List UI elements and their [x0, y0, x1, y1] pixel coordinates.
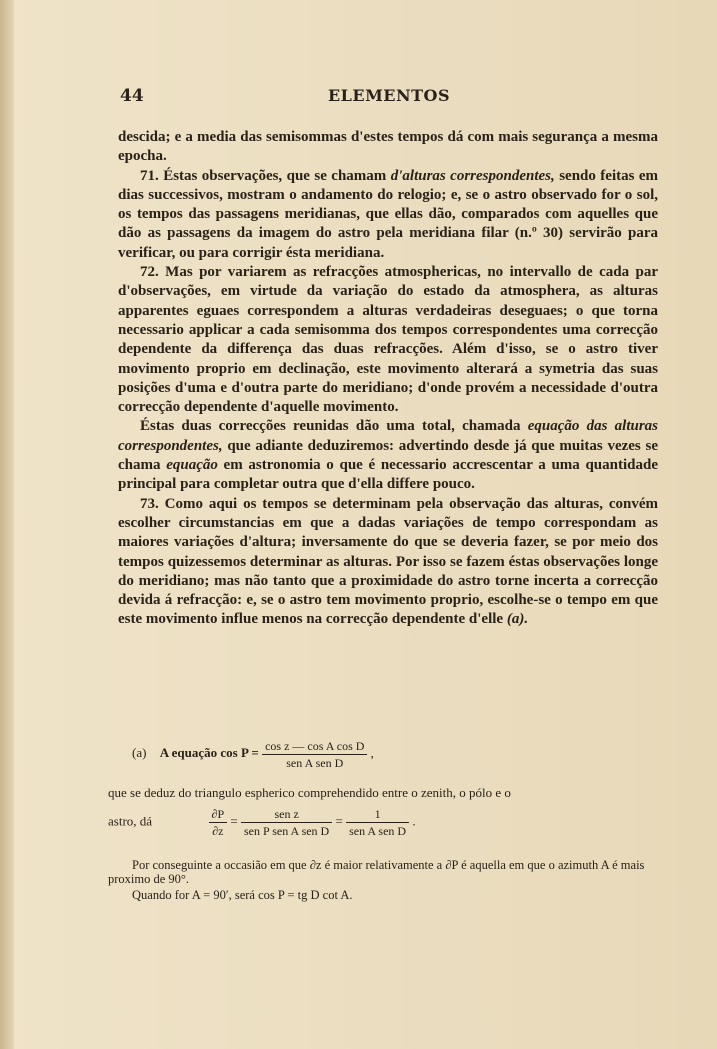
fraction — [241, 806, 332, 839]
paragraph-73 — [118, 495, 658, 630]
italic-term: equação das alturas correspondentes, — [118, 418, 659, 454]
paragraph-text: Mas por variarem as refracções atmosphericas, no intervallo de cada par d'observações, em virtude da variação do estado da atmosphera, as alturas apparentes eguaes correspondem a alturas verdadeiras deseguaes; o que torna necessario applicar a cada semisomma dos tempos correspondentes uma correcção dependente da differença das duas refracções. Além d'isso, se o astro tiver movimento proprio em declinação, este movimento alterará a symetria das suas posições d'uma e d'outra parte do meridiano; d'onde provém a necessidade d'outra correcção dependente d'aquelle movimento. — [118, 264, 659, 416]
main-text — [118, 128, 658, 630]
denominator: sen A sen D — [286, 756, 344, 770]
paragraph-text: Éstas duas correcções reunidas dão uma total, chamada — [140, 418, 521, 435]
paragraph-text: Como aqui os tempos se determinam pela observação das alturas, convém escolher circumstancias em que a dadas variações de tempo correspondam as maiores variações d'altura; inversamente do que se deveria fazer, se por meio dos tempos quizessemos determinar as alturas. Por isso se fazem éstas observações longe do meridiano; mas não tanto que a proximidade do astro torne incerta a correcção devida á refracção: e, se o astro tem movimento proprio, escolhe-se o tempo em que este movimento influe menos na correcção dependente d'elle — [118, 495, 659, 628]
paragraph-72-cont — [118, 417, 658, 494]
fraction — [346, 806, 409, 839]
paragraph-text: que adiante deduziremos: advertindo desde já que muitas vezes se chama — [118, 437, 658, 474]
page-number: 44 — [120, 86, 144, 106]
denominator: ∂z — [212, 824, 224, 838]
fraction — [209, 806, 228, 839]
fraction — [262, 738, 367, 771]
footnote — [108, 738, 658, 902]
paragraph-continued — [118, 128, 658, 167]
paragraph-text: em astronomia o que é necessario accrescentar a uma quantidade principal para completar outra que d'ella differe pouco. — [118, 457, 658, 493]
section-number: 72. — [140, 264, 159, 281]
numerator: cos z — cos A cos D — [262, 738, 367, 755]
paragraph-71 — [118, 167, 658, 263]
footnote-reference: (a). — [506, 611, 529, 628]
equation-1 — [108, 738, 658, 784]
paragraph-72 — [118, 263, 658, 417]
footnote-line: Por conseguinte a occasião em que ∂z é maior relativamente a ∂P é aquella em que o azimuth A é mais proximo de 90°. — [108, 858, 645, 886]
page-header — [120, 86, 658, 110]
equation-lead: astro, dá — [108, 813, 153, 829]
footnote-marker: (a) — [132, 745, 147, 761]
denominator: sen A sen D — [349, 824, 407, 838]
numerator: 1 — [346, 806, 409, 823]
punctuation: . — [412, 813, 416, 829]
numerator: ∂P — [209, 806, 228, 823]
equals-sign: = — [230, 813, 238, 829]
page-edge — [0, 0, 14, 1049]
equation-lead: A equação cos P = — [159, 745, 259, 761]
footnote-line: que se deduz do triangulo espherico comprehendido entre o zenith, o pólo e o — [108, 785, 511, 800]
paragraph-text: sendo feitas em dias successivos, mostram o andamento do relogio; e, se o astro observado for o sol, os tempos das passagens meridianas, que ellas dão, comparados com aquelles que dão as passagens da imagem do astro pela meridiana filar (n.º 30) servirão para verificar, ou para corrigir ésta meridiana. — [118, 167, 659, 261]
italic-term: equação — [166, 457, 218, 474]
running-title: ELEMENTOS — [327, 86, 451, 105]
footnote-line: Quando for A = 90′, será cos P = tg D cot A. — [132, 888, 353, 902]
italic-term: d'alturas correspondentes, — [390, 167, 555, 184]
equation-2 — [108, 806, 658, 852]
section-number: 71. — [140, 167, 159, 184]
punctuation: , — [370, 745, 374, 761]
numerator: sen z — [241, 806, 332, 823]
paragraph-text: descida; e a media das semisommas d'estes tempos dá com mais segurança a mesma epocha. — [118, 129, 658, 165]
denominator: sen P sen A sen D — [244, 824, 330, 838]
paragraph-text: Éstas observações, que se chamam — [163, 167, 387, 184]
equals-sign: = — [335, 813, 343, 829]
section-number: 73. — [140, 495, 159, 512]
